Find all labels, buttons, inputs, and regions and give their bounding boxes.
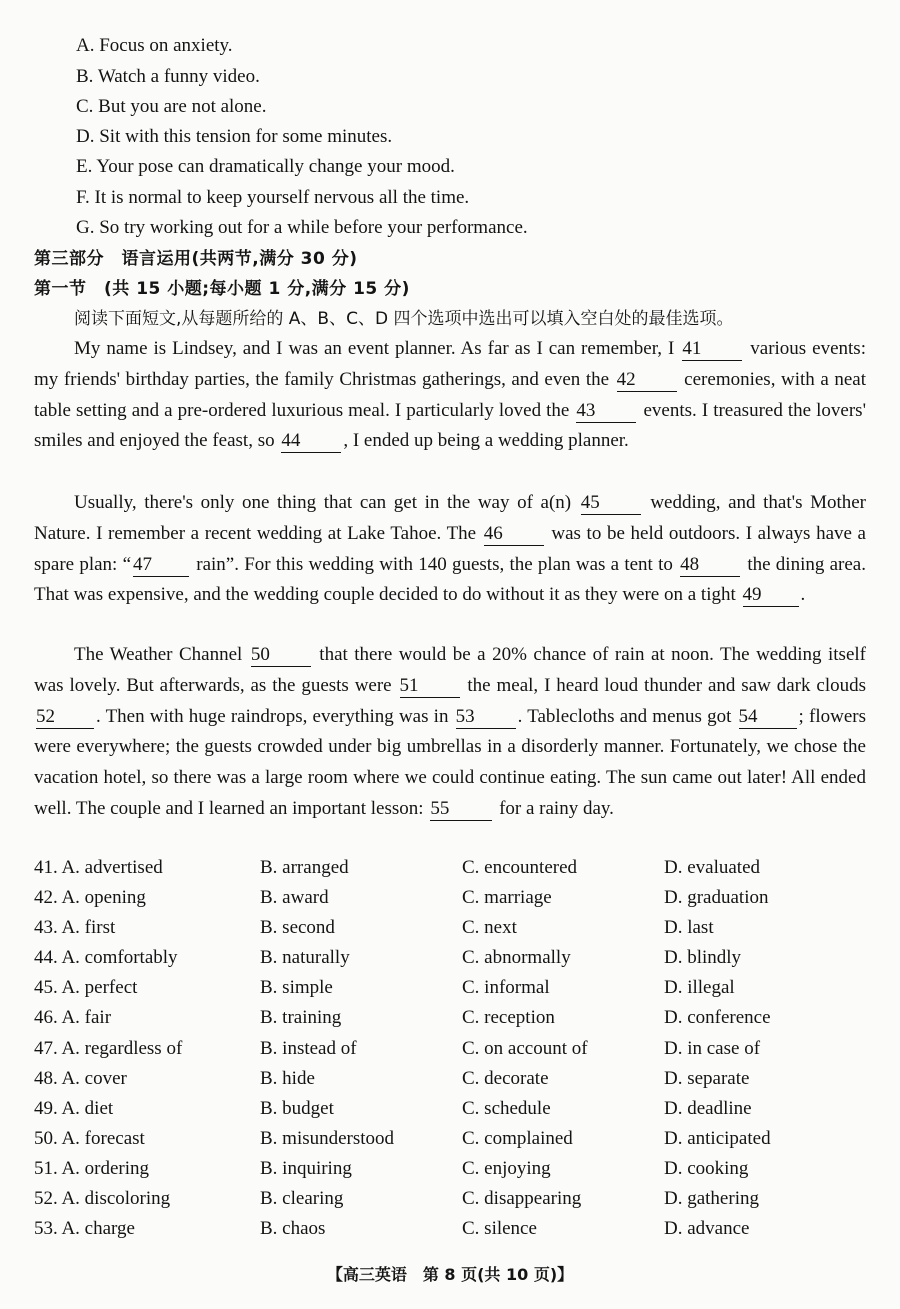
blank-45: 45: [581, 492, 641, 515]
choice-c: C. silence: [462, 1218, 537, 1240]
passage-text: the dining area. That was expensive, and the wedding couple decided to do without it as they were on a tight: [34, 553, 866, 606]
choice-a: 48. A. cover: [34, 1067, 127, 1089]
choice-a: 51. A. ordering: [34, 1157, 150, 1179]
passage-text: My name is Lindsey, and I was an event planner. As far as I can remember, I: [74, 338, 681, 359]
passage-text: , I ended up being a wedding planner.: [343, 430, 629, 452]
passage-text: The Weather Channel: [74, 644, 249, 665]
blank-54: 54: [739, 706, 797, 729]
choice-b: B. naturally: [260, 947, 350, 969]
choice-b: B. simple: [260, 977, 333, 999]
blank-50: 50: [251, 644, 311, 667]
choice-b: B. arranged: [260, 857, 349, 878]
choice-a: 53. A. charge: [34, 1218, 135, 1240]
blank-42: 42: [617, 369, 677, 392]
passage-text: that there would be a 20% chance of rain at noon. The wedding itself was lovely. But afterwards, as the guests were: [34, 644, 866, 696]
choice-d: D. blindly: [664, 947, 742, 969]
choice-c: C. abnormally: [462, 947, 571, 969]
choice-c: C. informal: [462, 977, 550, 999]
passage-text: . Then with huge raindrops, everything was in: [96, 705, 454, 727]
choice-c: C. on account of: [462, 1037, 588, 1059]
choice-d: D. conference: [664, 1007, 771, 1029]
instruction: 阅读下面短文,从每题所给的 A、B、C、D 四个选项中选出可以填入空白处的最佳选项。: [74, 309, 734, 329]
choice-b: B. second: [260, 917, 335, 939]
page-footer: 【高三英语 第 8 页(共 10 页)】: [326, 1265, 574, 1284]
question-table: [34, 853, 874, 1244]
blank-52: 52: [36, 706, 94, 729]
section-heading: 第三部分 语言运用(共两节,满分 30 分): [34, 249, 358, 269]
question-row: [34, 943, 874, 973]
choice-c: C. marriage: [462, 887, 552, 909]
passage-text: ceremonies, with a neat table setting and a pre-ordered luxurious meal. I particularly loved the: [34, 368, 866, 421]
option-d: D. Sit with this tension for some minutes.: [76, 126, 393, 147]
choice-d: D. last: [664, 917, 714, 939]
subsection-heading: 第一节 (共 15 小题;每小题 1 分,满分 15 分): [34, 279, 410, 299]
choice-a: 43. A. first: [34, 917, 116, 939]
question-row: [34, 853, 874, 883]
choice-b: B. chaos: [260, 1218, 326, 1240]
question-row: [34, 1184, 874, 1214]
option-f: F. It is normal to keep yourself nervous all the time.: [76, 187, 470, 208]
choice-d: D. evaluated: [664, 857, 761, 878]
choice-c: C. encountered: [462, 857, 578, 878]
blank-49: 49: [743, 584, 799, 607]
question-row: [34, 1003, 874, 1033]
option-g: G. So try working out for a while before your performance.: [76, 217, 528, 238]
option-b: B. Watch a funny video.: [76, 66, 260, 87]
choice-c: C. decorate: [462, 1067, 549, 1089]
question-row: [34, 973, 874, 1003]
option-c: C. But you are not alone.: [76, 96, 267, 117]
choice-a: 41. A. advertised: [34, 857, 163, 878]
choice-d: D. anticipated: [664, 1127, 771, 1149]
question-row: [34, 883, 874, 913]
choice-a: 44. A. comfortably: [34, 947, 178, 969]
blank-44: 44: [281, 430, 341, 453]
passage-text: for a rainy day.: [494, 797, 614, 819]
choice-a: 46. A. fair: [34, 1007, 112, 1029]
question-row: [34, 1214, 874, 1244]
choice-b: B. clearing: [260, 1188, 344, 1210]
passage-text: events. I treasured the lovers' smiles and enjoyed the feast, so: [34, 399, 866, 452]
passage-text: wedding, and that's Mother Nature. I remember a recent wedding at Lake Tahoe. The: [34, 492, 867, 544]
question-row: [34, 1094, 874, 1124]
blank-47: 47: [133, 554, 189, 577]
choice-a: 42. A. opening: [34, 887, 146, 909]
blank-48: 48: [680, 554, 740, 577]
choice-b: B. inquiring: [260, 1157, 352, 1179]
blank-46: 46: [484, 523, 544, 546]
choice-d: D. illegal: [664, 977, 735, 999]
choice-b: B. award: [260, 887, 329, 909]
choice-d: D. deadline: [664, 1097, 752, 1119]
question-row: [34, 1154, 874, 1184]
choice-a: 45. A. perfect: [34, 977, 138, 999]
choice-b: B. hide: [260, 1067, 315, 1089]
choice-d: D. graduation: [664, 887, 769, 909]
passage-text: the meal, I heard loud thunder and saw dark clouds: [461, 674, 866, 696]
option-a: A. Focus on anxiety.: [76, 35, 233, 56]
choice-c: C. disappearing: [462, 1188, 582, 1210]
choice-a: 49. A. diet: [34, 1097, 114, 1119]
passage-text: rain”. For this wedding with 140 guests, the plan was a tent to: [191, 553, 679, 575]
choice-b: B. instead of: [260, 1037, 357, 1059]
choice-d: D. in case of: [664, 1037, 761, 1059]
option-e: E. Your pose can dramatically change your mood.: [76, 156, 455, 177]
choice-a: 47. A. regardless of: [34, 1037, 183, 1059]
passage-paragraph-2: [34, 488, 866, 611]
question-row: [34, 1034, 874, 1064]
blank-55: 55: [430, 798, 492, 821]
blank-43: 43: [576, 400, 636, 423]
choice-a: 50. A. forecast: [34, 1127, 145, 1149]
blank-51: 51: [400, 675, 460, 698]
passage-text: ; flowers were everywhere; the guests crowded under big umbrellas in a disorderly manner. Fortunately, we chose the vacation hotel, so there was a large room where we could continue eating. The sun came out later! All ended well. The couple and I learned an important lesson:: [34, 705, 866, 819]
choice-d: D. advance: [664, 1218, 750, 1240]
blank-41: 41: [682, 338, 742, 361]
choice-b: B. budget: [260, 1097, 334, 1119]
passage-text: Usually, there's only one thing that can get in the way of a(n): [74, 492, 579, 513]
choice-b: B. training: [260, 1007, 342, 1029]
passage-paragraph-3: [34, 640, 866, 825]
choice-a: 52. A. discoloring: [34, 1188, 171, 1210]
passage-text: various events: my friends' birthday parties, the family Christmas gatherings, and even the: [34, 338, 866, 390]
choice-c: C. reception: [462, 1007, 555, 1029]
passage-text: . Tablecloths and menus got: [517, 705, 737, 727]
question-row: [34, 1124, 874, 1154]
passage-paragraph-1: [34, 334, 866, 457]
choice-c: C. enjoying: [462, 1157, 551, 1179]
choice-c: C. schedule: [462, 1097, 551, 1119]
choice-b: B. misunderstood: [260, 1127, 395, 1149]
choice-c: C. next: [462, 917, 517, 939]
choice-d: D. gathering: [664, 1188, 759, 1210]
choice-d: D. separate: [664, 1067, 750, 1089]
passage-text: .: [800, 584, 806, 606]
choice-c: C. complained: [462, 1127, 573, 1149]
passage-text: was to be held outdoors. I always have a spare plan: “: [34, 522, 866, 575]
question-row: [34, 913, 874, 943]
choice-d: D. cooking: [664, 1157, 749, 1179]
question-row: [34, 1064, 874, 1094]
blank-53: 53: [456, 706, 516, 729]
